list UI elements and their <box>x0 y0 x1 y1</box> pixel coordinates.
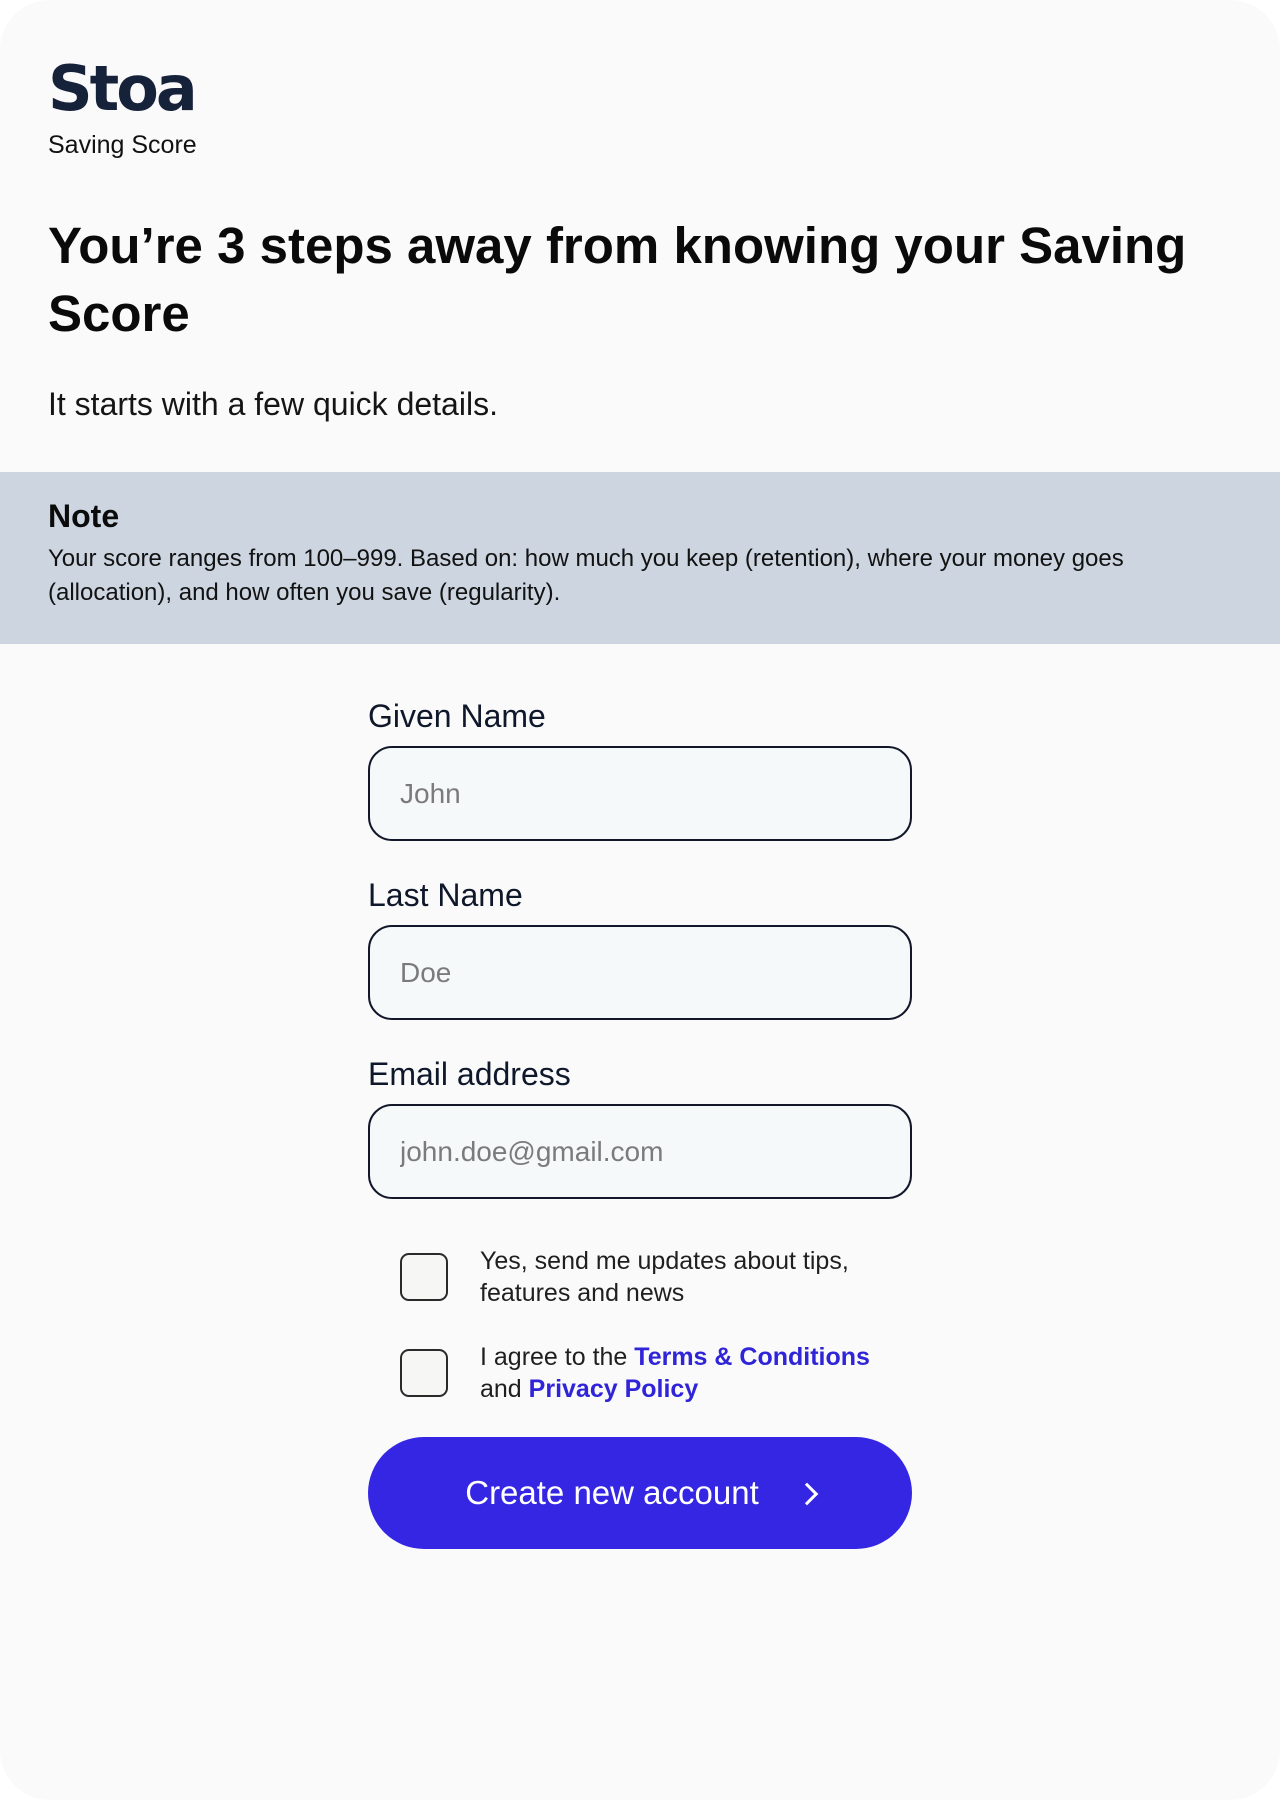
signup-form <box>368 690 912 1549</box>
stoa-logo: Stoa <box>48 52 195 125</box>
create-account-label: Create new account <box>465 1474 759 1511</box>
terms-checkbox[interactable] <box>400 1349 448 1397</box>
updates-checkbox-label: Yes, send me updates about tips, features and news <box>480 1247 849 1307</box>
terms-text-before: I agree to the <box>480 1343 635 1371</box>
email-label: Email address <box>368 1056 571 1092</box>
given-name-input[interactable] <box>368 746 912 841</box>
updates-option <box>400 1245 912 1309</box>
page-title: You’re 3 steps away from knowing your Saving Score <box>48 217 1187 342</box>
given-name-field <box>368 690 912 841</box>
note-text: Your score ranges from 100–999. Based on: how much you keep (retention), where your money goes (allocation), and how often you save (regularity). <box>48 545 1124 606</box>
page-subtitle: It starts with a few quick details. <box>48 386 498 422</box>
note-title: Note <box>48 498 120 534</box>
last-name-input[interactable] <box>368 925 912 1020</box>
create-account-button[interactable] <box>368 1437 912 1549</box>
email-input[interactable] <box>368 1104 912 1199</box>
last-name-label: Last Name <box>368 877 523 913</box>
terms-link[interactable]: Terms & Conditions <box>634 1343 870 1371</box>
privacy-policy-link[interactable]: Privacy Policy <box>528 1375 699 1403</box>
terms-checkbox-label <box>480 1341 900 1405</box>
score-note <box>0 472 1280 644</box>
updates-checkbox[interactable] <box>400 1253 448 1301</box>
terms-option <box>400 1341 912 1405</box>
consent-options <box>368 1245 912 1405</box>
email-field <box>368 1048 912 1199</box>
terms-text-middle: and <box>480 1375 529 1403</box>
product-subtitle: Saving Score <box>48 131 197 159</box>
chevron-right-icon <box>795 1483 818 1506</box>
given-name-label: Given Name <box>368 698 546 734</box>
brand-block <box>48 52 197 160</box>
last-name-field <box>368 869 912 1020</box>
